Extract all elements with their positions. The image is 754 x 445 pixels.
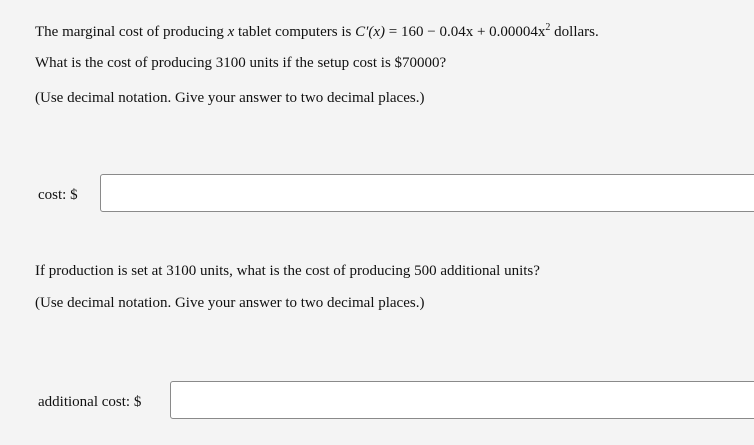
marginal-cost-formula — [355, 24, 550, 40]
prompt-lead: The marginal cost of producing — [35, 24, 224, 40]
variable-x: x — [227, 24, 235, 40]
additional-cost-input[interactable] — [170, 381, 754, 419]
formula-equals: = — [385, 24, 401, 40]
prompt-mid: tablet computers is — [238, 24, 352, 40]
prompt-tail: dollars. — [554, 24, 599, 40]
cost-label: cost: $ — [38, 187, 78, 203]
formula-lhs: C′(x) — [355, 24, 386, 40]
question-2: If production is set at 3100 units, what is the cost of producing 500 additional units? — [35, 263, 540, 279]
additional-cost-label: additional cost: $ — [38, 394, 142, 410]
formula-rhs: 160 − 0.04x + 0.00004x — [400, 24, 546, 40]
problem-statement — [35, 19, 599, 41]
question-1: What is the cost of producing 3100 units if the setup cost is $70000? — [35, 55, 447, 71]
instruction-2: (Use decimal notation. Give your answer to two decimal places.) — [35, 295, 425, 311]
formula-exponent: 2 — [545, 22, 551, 33]
instruction-1: (Use decimal notation. Give your answer to two decimal places.) — [35, 90, 425, 106]
cost-input[interactable] — [100, 174, 754, 212]
